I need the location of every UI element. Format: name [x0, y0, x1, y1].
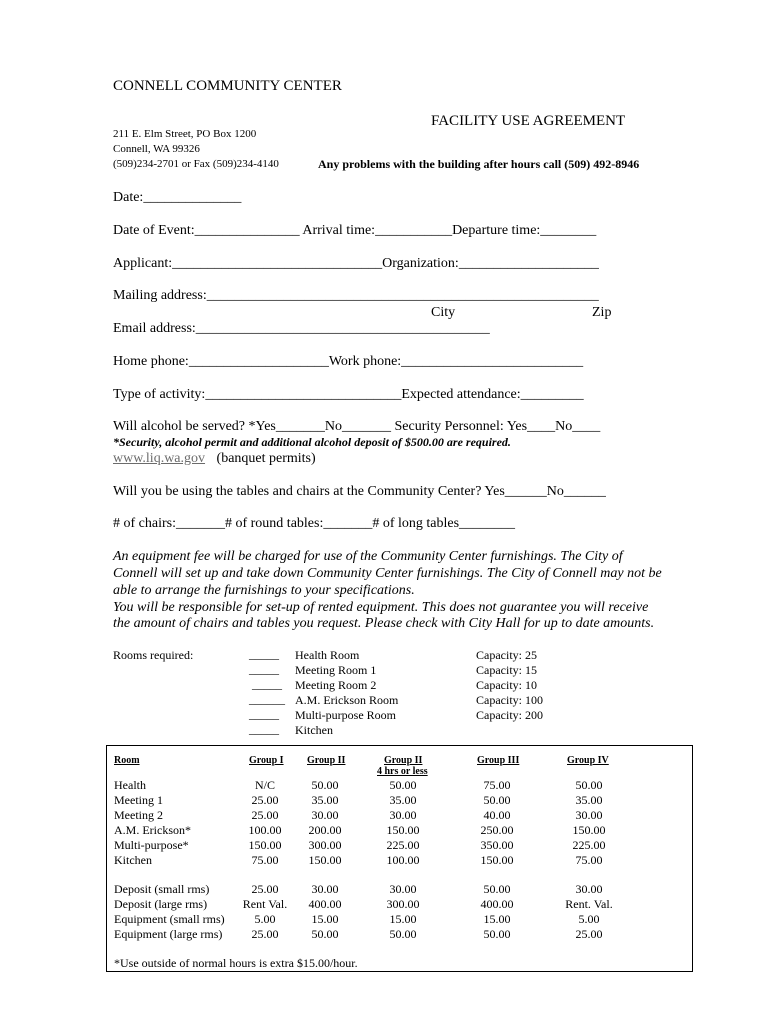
header-room: Room	[114, 755, 140, 766]
room-capacity: Capacity: 25	[476, 648, 537, 662]
table-cell: 75.00	[251, 853, 279, 867]
table-cell: 50.00	[483, 927, 511, 941]
table-row-label: Equipment (small rms)	[114, 912, 225, 926]
table-cell: 150.00	[480, 853, 514, 867]
table-cell: Rent. Val.	[565, 897, 613, 911]
table-cell: 75.00	[575, 853, 603, 867]
table-row-label: Deposit (large rms)	[114, 897, 208, 911]
table-cell: 15.00	[311, 912, 339, 926]
date-field[interactable]: Date:______________	[113, 190, 242, 205]
table-cell: 25.00	[251, 882, 279, 896]
table-cell: 5.00	[578, 912, 600, 926]
table-cell: 200.00	[308, 823, 342, 837]
header-group-2-short: Group II	[384, 755, 423, 766]
table-row-label: Meeting 1	[114, 793, 163, 807]
header-group-4: Group IV	[567, 755, 609, 766]
header-group-2: Group II	[307, 755, 346, 766]
table-cell: 150.00	[572, 823, 606, 837]
city-label: City	[431, 305, 456, 320]
permit-line	[113, 451, 316, 467]
table-cell: 50.00	[575, 778, 603, 792]
table-cell: 30.00	[575, 808, 603, 822]
table-cell: 50.00	[311, 927, 339, 941]
applicant-organization-line[interactable]: Applicant:______________________________Organization:____________________	[113, 256, 599, 271]
table-cell: 30.00	[389, 882, 417, 896]
table-cell: 25.00	[575, 927, 603, 941]
table-cell: 50.00	[389, 927, 417, 941]
table-cell: 25.00	[251, 927, 279, 941]
table-cell: 15.00	[483, 912, 511, 926]
table-row-label: Kitchen	[114, 853, 152, 867]
table-cell: 50.00	[483, 793, 511, 807]
table-row-label: Equipment (large rms)	[114, 927, 223, 941]
room-capacity: Capacity: 10	[476, 678, 537, 692]
alcohol-security-line[interactable]: Will alcohol be served? *Yes_______No_______ Security Personnel: Yes____No____	[113, 419, 601, 434]
equipment-paragraph-line: An equipment fee will be charged for use of the Community Center furnishings. The City of	[113, 549, 623, 564]
table-cell: 75.00	[483, 778, 511, 792]
table-cell: 350.00	[480, 838, 514, 852]
table-cell: 100.00	[248, 823, 282, 837]
permit-note: (banquet permits)	[216, 451, 316, 466]
equipment-paragraph-line: You will be responsible for set-up of rented equipment. This does not guarantee you will receive	[113, 600, 649, 615]
room-capacity: Capacity: 200	[476, 708, 543, 722]
table-cell: 5.00	[254, 912, 276, 926]
table-cell: 35.00	[311, 793, 339, 807]
room-capacity: Capacity: 100	[476, 693, 543, 707]
table-cell: 300.00	[386, 897, 420, 911]
room-checkbox-blank[interactable]: _____	[249, 662, 279, 676]
email-field[interactable]: Email address:__________________________________________	[113, 321, 490, 336]
activity-attendance-line[interactable]: Type of activity:____________________________Expected attendance:_________	[113, 387, 584, 402]
table-cell: 300.00	[308, 838, 342, 852]
table-cell: 30.00	[311, 882, 339, 896]
room-name: Health Room	[295, 648, 360, 662]
org-name: CONNELL COMMUNITY CENTER	[113, 78, 342, 94]
fee-table	[106, 745, 693, 972]
room-name: Meeting Room 2	[295, 678, 377, 692]
table-row-label: Meeting 2	[114, 808, 163, 822]
header-group-3: Group III	[477, 755, 520, 766]
mailing-address-field[interactable]: Mailing address:________________________________________________________	[113, 288, 599, 303]
room-name: Kitchen	[295, 723, 333, 737]
table-row-label: Health	[114, 778, 146, 792]
alcohol-note: *Security, alcohol permit and additional alcohol deposit of $500.00 are required.	[113, 435, 511, 449]
table-cell: 100.00	[386, 853, 420, 867]
room-checkbox-blank[interactable]: _____	[249, 647, 279, 661]
table-row-label: Deposit (small rms)	[114, 882, 210, 896]
tables-question[interactable]: Will you be using the tables and chairs at the Community Center? Yes______No______	[113, 484, 606, 499]
table-cell: 225.00	[386, 838, 420, 852]
room-checkbox-blank[interactable]: ______	[249, 692, 285, 706]
table-cell: 30.00	[575, 882, 603, 896]
table-cell: 35.00	[575, 793, 603, 807]
equipment-paragraph-line: the amount of chairs and tables you request. Please check with City Hall for up to date amounts.	[113, 616, 655, 631]
header-subtitle: 4 hrs or less	[377, 766, 428, 777]
table-cell: 250.00	[480, 823, 514, 837]
header-group-1: Group I	[249, 755, 284, 766]
table-cell: 15.00	[389, 912, 417, 926]
room-checkbox-blank[interactable]: _____	[249, 722, 279, 736]
table-cell: N/C	[254, 778, 275, 792]
table-footnote: *Use outside of normal hours is extra $15.00/hour.	[114, 956, 358, 970]
doc-title: FACILITY USE AGREEMENT	[431, 113, 626, 129]
table-cell: 35.00	[389, 793, 417, 807]
room-name: A.M. Erickson Room	[295, 693, 399, 707]
room-checkbox-blank[interactable]: _____	[252, 677, 282, 691]
table-cell: 25.00	[251, 808, 279, 822]
table-row-label: A.M. Erickson*	[114, 823, 191, 837]
chairs-tables-line[interactable]: # of chairs:_______# of round tables:_______# of long tables________	[113, 516, 516, 531]
table-cell: Rent Val.	[242, 897, 288, 911]
address-line-1: 211 E. Elm Street, PO Box 1200	[113, 128, 257, 140]
room-checkbox-blank[interactable]: _____	[249, 707, 279, 721]
table-row-label: Multi-purpose*	[114, 838, 189, 852]
zip-label: Zip	[592, 305, 612, 320]
equipment-paragraph-line: Connell will set up and take down Community Center furnishings. The City of Connell may not be	[113, 566, 662, 581]
table-cell: 150.00	[248, 838, 282, 852]
table-cell: 30.00	[311, 808, 339, 822]
rooms-required-label: Rooms required:	[113, 648, 194, 662]
table-cell: 150.00	[308, 853, 342, 867]
table-cell: 150.00	[386, 823, 420, 837]
table-cell: 400.00	[308, 897, 342, 911]
permit-link[interactable]: www.liq.wa.gov	[113, 451, 206, 466]
table-cell: 50.00	[311, 778, 339, 792]
table-cell: 25.00	[251, 793, 279, 807]
table-cell: 400.00	[480, 897, 514, 911]
table-cell: 50.00	[389, 778, 417, 792]
after-hours-notice: Any problems with the building after hours call (509) 492-8946	[318, 157, 640, 171]
table-cell: 40.00	[483, 808, 511, 822]
table-cell: 225.00	[572, 838, 606, 852]
address-line-3: (509)234-2701 or Fax (509)234-4140	[113, 158, 279, 170]
equipment-paragraph-line: able to arrange the furnishings to your specifications.	[113, 583, 415, 598]
room-name: Multi-purpose Room	[295, 708, 396, 722]
table-cell: 30.00	[389, 808, 417, 822]
table-cell: 50.00	[483, 882, 511, 896]
event-times-line[interactable]: Date of Event:_______________ Arrival time:___________Departure time:________	[113, 223, 597, 238]
room-name: Meeting Room 1	[295, 663, 377, 677]
address-line-2: Connell, WA 99326	[113, 143, 200, 155]
room-capacity: Capacity: 15	[476, 663, 537, 677]
phone-line[interactable]: Home phone:____________________Work phone:__________________________	[113, 354, 584, 369]
